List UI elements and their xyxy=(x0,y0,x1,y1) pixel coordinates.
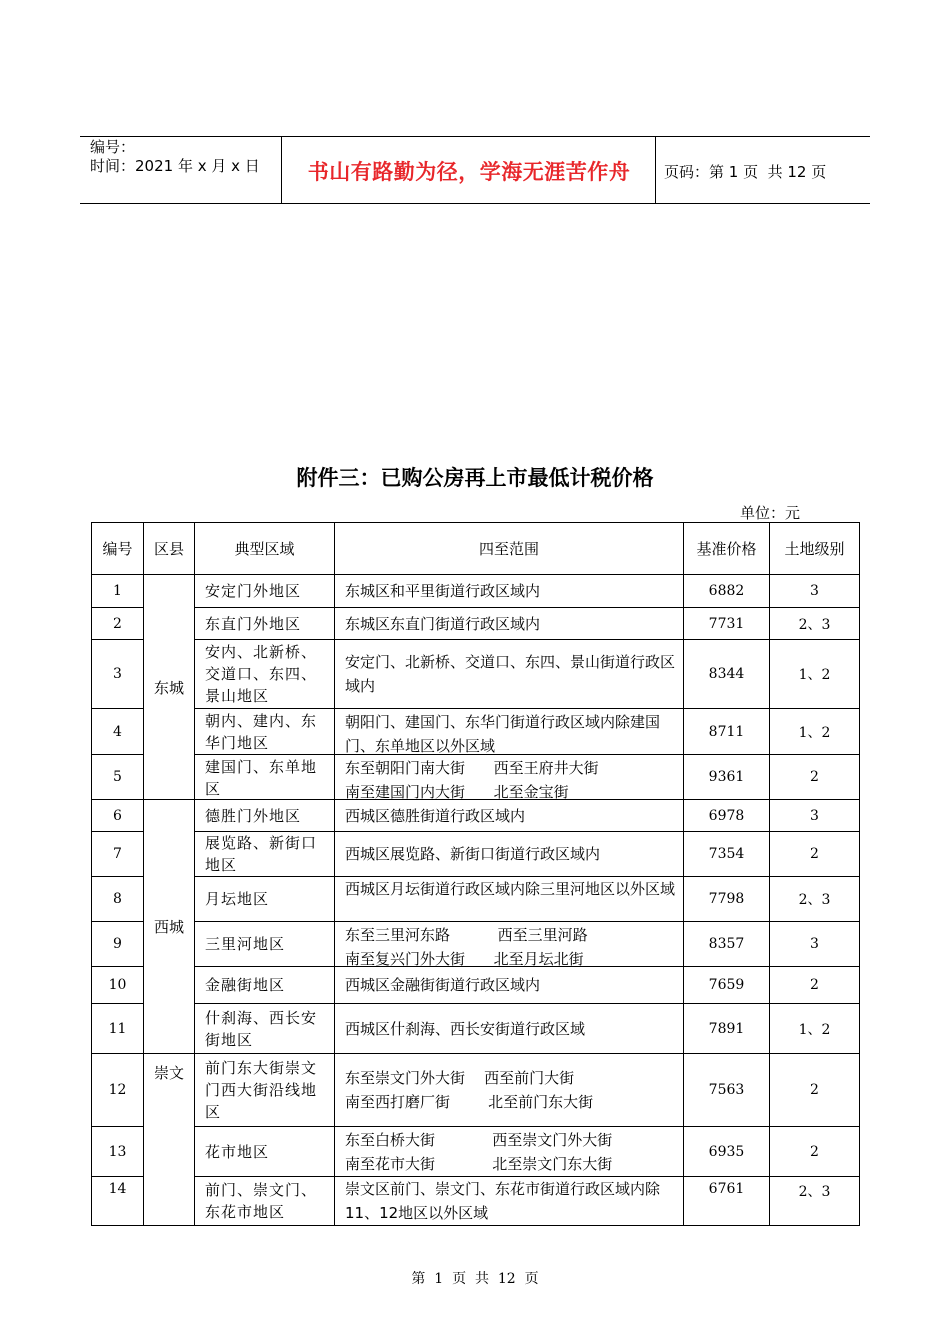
row-scope-line: 南至建国门内大街 北至金宝街 xyxy=(345,782,569,799)
row-price: 8711 xyxy=(684,709,770,755)
header-meta xyxy=(90,138,260,176)
header-page-info xyxy=(664,161,826,182)
row-number: 11 xyxy=(92,1004,144,1054)
row-level: 2 xyxy=(770,1054,860,1127)
row-area: 金融街地区 xyxy=(195,967,335,1004)
district-cell: 崇文 xyxy=(144,1054,195,1226)
unit-label: 单位：元 xyxy=(740,504,801,522)
table-row xyxy=(92,832,860,877)
row-area: 什刹海、西长安街地区 xyxy=(195,1004,335,1054)
row-area-text: 安内、北新桥、交道口、东四、景山地区 xyxy=(205,643,318,705)
row-area: 安定门外地区 xyxy=(195,575,335,608)
table-row xyxy=(92,1127,860,1177)
row-number: 6 xyxy=(92,800,144,832)
row-scope xyxy=(335,922,684,967)
row-number: 10 xyxy=(92,967,144,1004)
document-time-label: 时间：2021 年 x 月 x 日 xyxy=(90,157,260,175)
row-level: 2 xyxy=(770,755,860,800)
row-price: 6978 xyxy=(684,800,770,832)
row-level: 3 xyxy=(770,575,860,608)
row-number: 1 xyxy=(92,575,144,608)
table-row xyxy=(92,1004,860,1054)
row-number: 3 xyxy=(92,640,144,709)
row-level: 2 xyxy=(770,967,860,1004)
row-area: 月坛地区 xyxy=(195,877,335,922)
row-area xyxy=(195,755,335,800)
row-area xyxy=(195,832,335,877)
row-price: 7563 xyxy=(684,1054,770,1127)
row-price: 8344 xyxy=(684,640,770,709)
row-price: 9361 xyxy=(684,755,770,800)
row-scope-line: 南至复兴门外大街 北至月坛北街 xyxy=(345,949,584,966)
table-row xyxy=(92,922,860,967)
row-area: 前门、崇文门、东花市地区 xyxy=(195,1177,335,1226)
row-scope: 东城区和平里街道行政区域内 xyxy=(335,575,684,608)
row-level: 2、3 xyxy=(770,1177,860,1226)
row-scope-line: 南至西打磨厂街 北至前门东大街 xyxy=(345,1093,594,1111)
header-cell-scope: 四至范围 xyxy=(335,523,684,575)
row-number: 13 xyxy=(92,1127,144,1177)
header-cell-level: 土地级别 xyxy=(770,523,860,575)
row-price: 7354 xyxy=(684,832,770,877)
row-area: 东直门外地区 xyxy=(195,608,335,640)
row-number: 4 xyxy=(92,709,144,755)
row-level: 2 xyxy=(770,1127,860,1177)
row-area-text: 朝内、建内、东华门地区 xyxy=(205,711,318,752)
row-price: 6882 xyxy=(684,575,770,608)
row-area: 前门东大街崇文门西大街沿线地区 xyxy=(195,1054,335,1127)
table-row xyxy=(92,1177,860,1226)
row-price: 7891 xyxy=(684,1004,770,1054)
header-cell-price: 基准价格 xyxy=(684,523,770,575)
row-price: 7659 xyxy=(684,967,770,1004)
row-level: 1、2 xyxy=(770,1004,860,1054)
row-number: 12 xyxy=(92,1054,144,1127)
header-cell-district: 区县 xyxy=(144,523,195,575)
row-price: 6935 xyxy=(684,1127,770,1177)
row-scope xyxy=(335,1054,684,1127)
row-scope-line: 东至白桥大街 西至崇文门外大街 xyxy=(345,1130,613,1149)
price-table xyxy=(91,522,860,1226)
row-scope: 崇文区前门、崇文门、东花市街道行政区域内除11、12地区以外区域 xyxy=(335,1177,684,1226)
table-row xyxy=(92,755,860,800)
header-page-label: 页码：第 1 页 共 12 页 xyxy=(664,163,827,181)
row-level: 2 xyxy=(770,832,860,877)
header-top-rule xyxy=(80,136,870,137)
row-scope: 西城区什刹海、西长安街道行政区域 xyxy=(335,1004,684,1054)
row-level: 2、3 xyxy=(770,608,860,640)
district-cell: 西城 xyxy=(144,800,195,1054)
row-level: 2、3 xyxy=(770,877,860,922)
row-number: 8 xyxy=(92,877,144,922)
row-number: 7 xyxy=(92,832,144,877)
row-scope xyxy=(335,1127,684,1177)
document-number-label: 编号： xyxy=(90,138,136,156)
row-area-text: 建国门、东单地区 xyxy=(205,757,318,798)
row-scope-text: 朝阳门、建国门、东华门街道行政区域内除建国门、东单地区以外区域 xyxy=(345,712,661,754)
row-scope xyxy=(335,709,684,755)
table-row xyxy=(92,967,860,1004)
page-footer: 第 1 页 共 12 页 xyxy=(411,1271,539,1287)
row-level: 1、2 xyxy=(770,709,860,755)
table-row xyxy=(92,1054,860,1127)
row-scope-line: 东至朝阳门南大街 西至王府井大街 xyxy=(345,758,599,777)
row-scope: 西城区德胜街道行政区域内 xyxy=(335,800,684,832)
header-bottom-rule xyxy=(80,203,870,204)
row-number: 2 xyxy=(92,608,144,640)
row-area xyxy=(195,640,335,709)
table-row xyxy=(92,800,860,832)
row-number: 14 xyxy=(92,1177,144,1226)
row-scope: 东城区东直门街道行政区域内 xyxy=(335,608,684,640)
table-row xyxy=(92,608,860,640)
row-price: 6761 xyxy=(684,1177,770,1226)
row-area: 花市地区 xyxy=(195,1127,335,1177)
row-scope xyxy=(335,755,684,800)
table-row xyxy=(92,877,860,922)
row-scope: 安定门、北新桥、交道口、东四、景山街道行政区域内 xyxy=(335,640,684,709)
row-price: 7798 xyxy=(684,877,770,922)
row-scope: 西城区金融街街道行政区域内 xyxy=(335,967,684,1004)
row-scope-line: 东至崇文门外大街 西至前门大街 xyxy=(345,1069,575,1087)
row-area xyxy=(195,709,335,755)
row-level: 1、2 xyxy=(770,640,860,709)
row-area: 德胜门外地区 xyxy=(195,800,335,832)
row-scope-text: 西城区月坛街道行政区域内除三里河地区以外区域 xyxy=(345,880,675,898)
district-cell: 东城 xyxy=(144,575,195,800)
header-cell-number: 编号 xyxy=(92,523,144,575)
row-scope-line: 南至花市大街 北至崇文门东大街 xyxy=(345,1154,613,1173)
row-area: 三里河地区 xyxy=(195,922,335,967)
header-cell-area: 典型区域 xyxy=(195,523,335,575)
table-row xyxy=(92,575,860,608)
row-scope xyxy=(335,877,684,922)
table-header-row xyxy=(92,523,860,575)
row-number: 5 xyxy=(92,755,144,800)
row-area-text: 展览路、新街口地区 xyxy=(205,834,318,874)
row-number: 9 xyxy=(92,922,144,967)
row-level: 3 xyxy=(770,922,860,967)
row-scope: 西城区展览路、新街口街道行政区域内 xyxy=(335,832,684,877)
document-title: 附件三：已购公房再上市最低计税价格 xyxy=(296,466,654,490)
row-price: 7731 xyxy=(684,608,770,640)
row-price: 8357 xyxy=(684,922,770,967)
row-level: 3 xyxy=(770,800,860,832)
table-row xyxy=(92,709,860,755)
row-scope-line: 东至三里河东路 西至三里河路 xyxy=(345,925,588,944)
table-row xyxy=(92,640,860,709)
header-motto: 书山有路勤为径，学海无涯苦作舟 xyxy=(307,160,631,184)
